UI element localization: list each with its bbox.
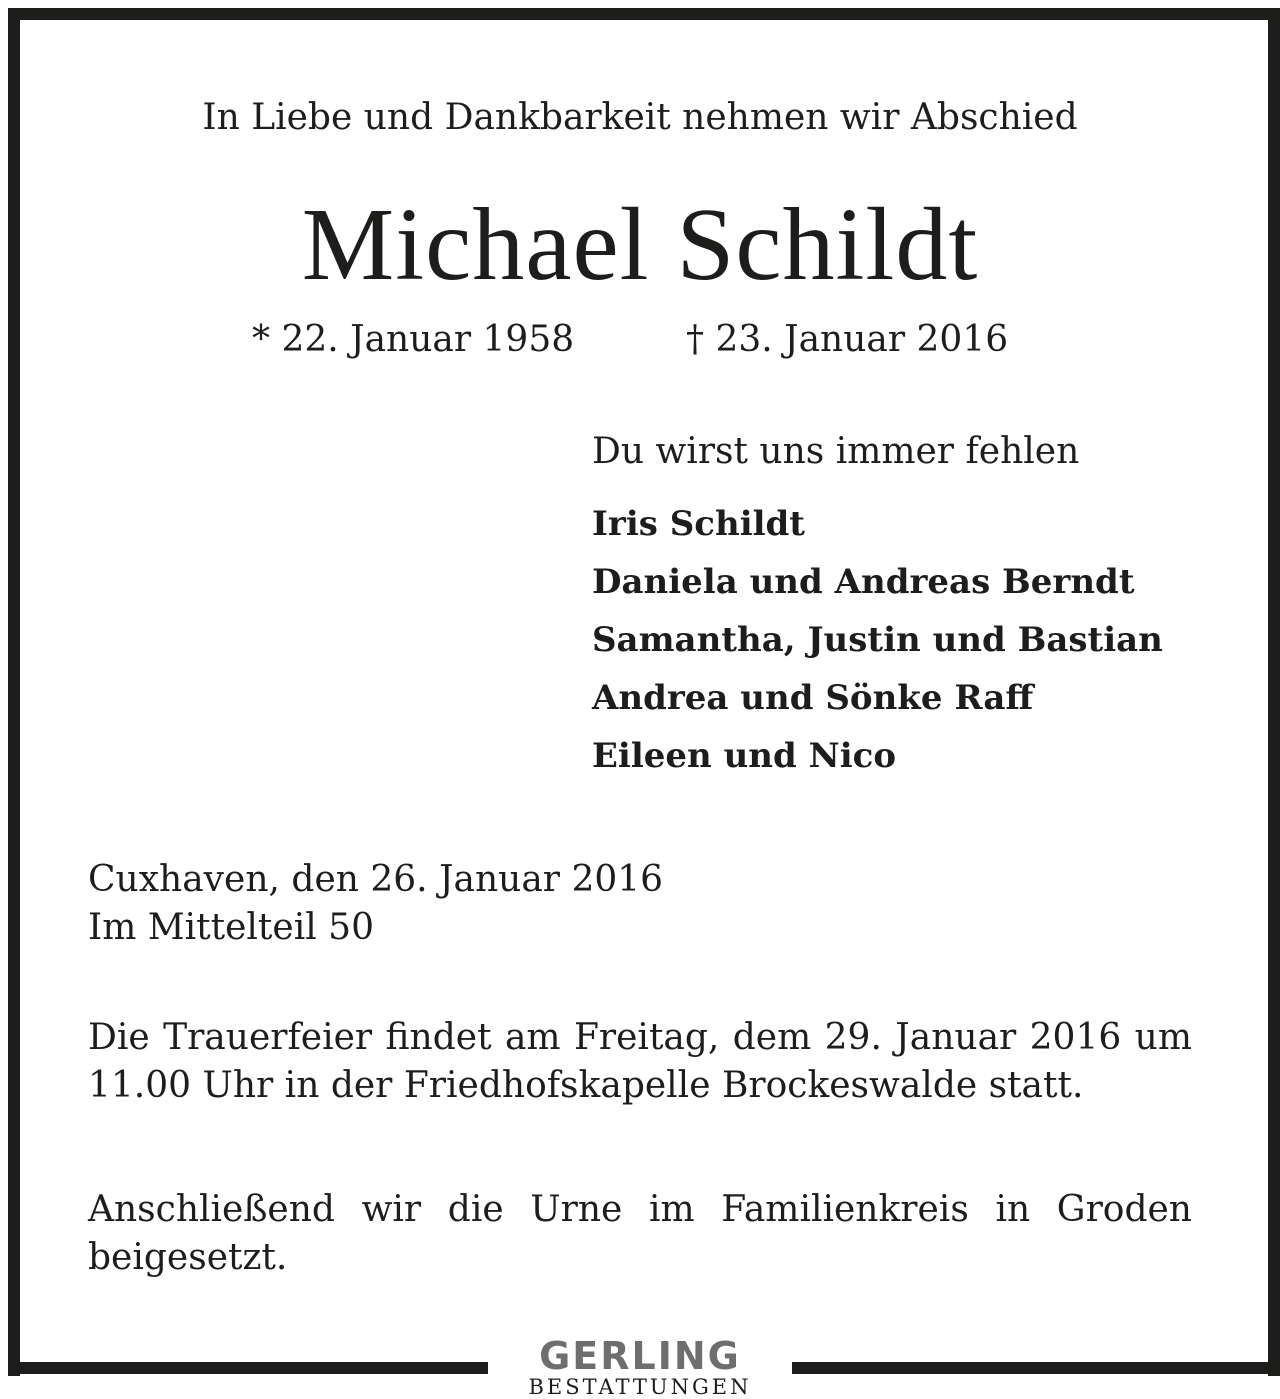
mourner-name: Eileen und Nico	[592, 736, 896, 776]
bottom-border-right	[792, 1362, 1272, 1374]
funeral-details: Die Trauerfeier findet am Freitag, dem 29. Januar 2016 um 11.00 Uhr in der Friedhofskapelle Brockeswalde statt.	[88, 1017, 1192, 1106]
mourner-name: Daniela und Andreas Berndt	[592, 562, 1135, 602]
urn-burial-details: Anschließend wir die Urne im Familienkreis in Groden beigesetzt.	[88, 1189, 1192, 1278]
place-and-date: Cuxhaven, den 26. Januar 2016	[88, 859, 664, 900]
address: Im Mittelteil 50	[88, 907, 374, 948]
birth-date: * 22. Januar 1958	[252, 319, 575, 360]
intro-line: In Liebe und Dankbarkeit nehmen wir Abschied	[202, 97, 1078, 138]
motto: Du wirst uns immer fehlen	[592, 431, 1080, 472]
logo-name: GERLING	[539, 1334, 741, 1378]
mourner-name: Samantha, Justin und Bastian	[592, 620, 1163, 660]
death-date: † 23. Januar 2016	[686, 319, 1009, 360]
funeral-home-logo	[488, 1336, 792, 1399]
mourners-list	[592, 495, 1163, 785]
bottom-border-left	[8, 1362, 488, 1374]
mourner-name: Iris Schildt	[592, 504, 805, 544]
logo-subtitle: BESTATTUNGEN	[528, 1375, 752, 1399]
mourner-name: Andrea und Sönke Raff	[592, 678, 1034, 718]
deceased-name: Michael Schildt	[301, 187, 979, 302]
